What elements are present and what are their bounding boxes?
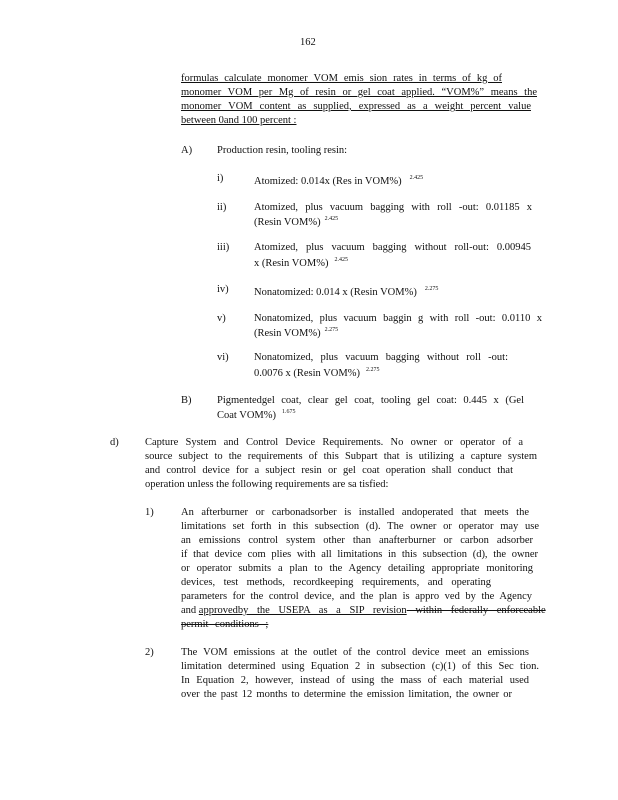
formula-text: Nonatomized, plus vacuum baggin g with roll -out: 0.0110 x <box>254 313 542 324</box>
paragraph-line: and control device for a subject resin or gel coat operation shall conduct that <box>145 465 513 476</box>
inserted-text: approvedby the USEPA as a SIP revision <box>198 605 407 616</box>
paragraph-line <box>181 618 268 631</box>
formula-text: Nonatomized: 0.014 x (Resin VOM%) $^{2.275}$ <box>254 286 439 298</box>
item-label: iii) <box>217 242 230 253</box>
formula-text: Atomized, plus vacuum bagging with roll -out: 0.01185 x <box>254 202 532 213</box>
exponent: 2.425 <box>409 175 424 181</box>
item-label: ii) <box>217 202 227 213</box>
exponent: 2.275 <box>424 286 439 292</box>
item-2-label: 2) <box>145 647 154 658</box>
paragraph-line: source subject to the requirements of this Subpart that is utilizing a capture system <box>145 451 537 462</box>
formula-text: Atomized, plus vacuum bagging without roll-out: 0.00945 <box>254 242 531 253</box>
section-b-text: Pigmentedgel coat, clear gel coat, tooling gel coat: 0.445 x (Gel <box>217 395 524 406</box>
item-label: i) <box>217 173 224 184</box>
exponent: 2.275 <box>365 367 380 373</box>
item-label: vi) <box>217 352 229 363</box>
section-b-text: Coat VOM%) $^{1.675}$ <box>217 409 296 421</box>
intro-line: between 0and 100 percent : <box>181 115 297 126</box>
item-1-label: 1) <box>145 507 154 518</box>
exponent: 1.675 <box>282 409 296 415</box>
paragraph-line: limitations set forth in this subsection (d). The owner or operator may use <box>181 521 539 532</box>
paragraph-line: The VOM emissions at the outlet of the control device meet an emissions <box>181 647 529 658</box>
section-d-label: d) <box>110 437 119 448</box>
item-label: iv) <box>217 284 229 295</box>
intro-line: monomer VOM per Mg of resin or gel coat applied. “VOM%” means the <box>181 87 537 98</box>
exponent: 2.275 <box>324 327 339 333</box>
paragraph-line: over the past 12 months to determine the emission limitation, the owner or <box>181 689 512 700</box>
section-a-title: Production resin, tooling resin: <box>217 145 348 156</box>
paragraph-line: An afterburner or carbonadsorber is installed andoperated that meets the <box>181 507 529 518</box>
paragraph-line: and approvedby the USEPA as a SIP revision within federally enforceable <box>181 605 546 616</box>
formula-text: x (Resin VOM%) $^{2.425}$ <box>254 257 348 269</box>
paragraph-line: devices, test methods, recordkeeping requirements, and operating <box>181 577 491 588</box>
paragraph-line: or operator submits a plan to the Agency detailing appropriate monitoring <box>181 563 533 574</box>
section-b-label: B) <box>181 395 192 406</box>
item-label: v) <box>217 313 226 324</box>
formula-text: Nonatomized, plus vacuum bagging without roll -out: <box>254 352 508 363</box>
intro-line: formulas calculate monomer VOM emis sion rates in terms of kg of <box>181 73 502 84</box>
formula-text: Atomized: 0.014x (Res in VOM%) $^{2.425}$ <box>254 175 424 187</box>
exponent: 2.425 <box>324 216 339 222</box>
paragraph-line: Capture System and Control Device Requirements. No owner or operator of a <box>145 437 523 448</box>
paragraph-line: operation unless the following requirements are sa tisfied: <box>145 479 389 490</box>
paragraph-line: limitation determined using Equation 2 in subsection (c)(1) of this Sec tion. <box>181 661 539 672</box>
deleted-text: within federally enforceable <box>406 605 546 616</box>
page-number: 162 <box>300 37 316 48</box>
deleted-text: permit conditions ; <box>181 619 269 630</box>
paragraph-line: parameters for the control device, and the plan is appro ved by the Agency <box>181 591 532 602</box>
formula-text: (Resin VOM%) $^{2.275}$ <box>254 327 339 339</box>
exponent: 2.425 <box>334 257 348 263</box>
paragraph-line: an emissions control system other than anafterburner or carbon adsorber <box>181 535 533 546</box>
formula-text: 0.0076 x (Resin VOM%) $^{2.275}$ <box>254 367 380 379</box>
section-a-label: A) <box>181 145 193 156</box>
paragraph-line: if that device com plies with all limitations in this subsection (d), the owner <box>181 549 538 560</box>
paragraph-line: In Equation 2, however, instead of using the mass of each material used <box>181 675 529 686</box>
intro-line: monomer VOM content as supplied, expressed as a weight percent value <box>181 101 531 112</box>
formula-text: (Resin VOM%) $^{2.425}$ <box>254 216 339 228</box>
